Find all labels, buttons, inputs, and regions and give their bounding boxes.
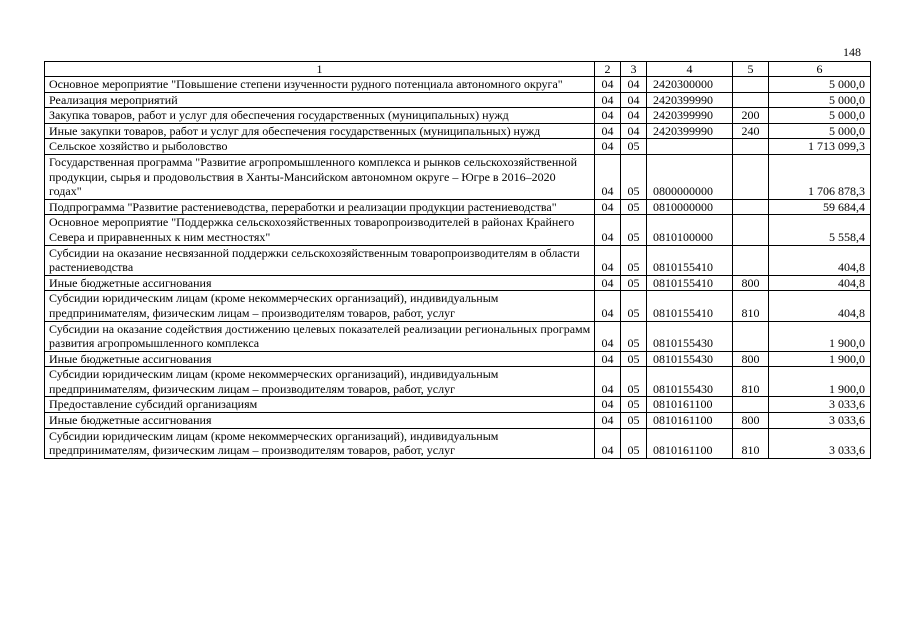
cell-expense-type: 800 xyxy=(733,351,769,367)
cell-amount: 5 558,4 xyxy=(769,215,871,245)
cell-amount: 3 033,6 xyxy=(769,413,871,429)
cell-amount: 404,8 xyxy=(769,245,871,275)
cell-section: 04 xyxy=(595,108,621,124)
cell-amount: 3 033,6 xyxy=(769,428,871,458)
cell-target-code: 2420300000 xyxy=(647,77,733,93)
budget-table xyxy=(44,61,871,459)
cell-target-code: 2420399990 xyxy=(647,108,733,124)
table-row xyxy=(45,108,871,124)
cell-amount: 5 000,0 xyxy=(769,108,871,124)
cell-expense-type xyxy=(733,139,769,155)
cell-target-code: 2420399990 xyxy=(647,123,733,139)
column-header: 1 xyxy=(45,62,595,77)
table-row xyxy=(45,92,871,108)
cell-expense-type xyxy=(733,77,769,93)
column-header: 6 xyxy=(769,62,871,77)
table-row xyxy=(45,215,871,245)
cell-expense-type: 810 xyxy=(733,428,769,458)
column-header: 3 xyxy=(621,62,647,77)
cell-subsection: 05 xyxy=(621,215,647,245)
cell-name: Реализация мероприятий xyxy=(45,92,595,108)
table-row xyxy=(45,413,871,429)
cell-expense-type xyxy=(733,154,769,199)
header-row xyxy=(45,62,871,77)
cell-name: Основное мероприятие "Повышение степени изученности рудного потенциала автономного округа" xyxy=(45,77,595,93)
table-row xyxy=(45,77,871,93)
cell-name: Иные бюджетные ассигнования xyxy=(45,275,595,291)
cell-subsection: 05 xyxy=(621,351,647,367)
table-row xyxy=(45,154,871,199)
cell-name: Иные закупки товаров, работ и услуг для обеспечения государственных (муниципальных) нужд xyxy=(45,123,595,139)
cell-name: Предоставление субсидий организациям xyxy=(45,397,595,413)
cell-subsection: 05 xyxy=(621,275,647,291)
cell-amount: 5 000,0 xyxy=(769,77,871,93)
cell-section: 04 xyxy=(595,154,621,199)
cell-expense-type xyxy=(733,321,769,351)
cell-section: 04 xyxy=(595,428,621,458)
cell-expense-type xyxy=(733,92,769,108)
cell-section: 04 xyxy=(595,215,621,245)
cell-amount: 1 713 099,3 xyxy=(769,139,871,155)
cell-section: 04 xyxy=(595,245,621,275)
cell-target-code xyxy=(647,139,733,155)
column-header: 2 xyxy=(595,62,621,77)
cell-amount: 5 000,0 xyxy=(769,123,871,139)
table-row xyxy=(45,123,871,139)
cell-section: 04 xyxy=(595,351,621,367)
cell-target-code: 0810155430 xyxy=(647,367,733,397)
cell-expense-type xyxy=(733,245,769,275)
table-row xyxy=(45,275,871,291)
cell-subsection: 05 xyxy=(621,139,647,155)
cell-subsection: 05 xyxy=(621,428,647,458)
cell-amount: 1 900,0 xyxy=(769,321,871,351)
cell-target-code: 0810155430 xyxy=(647,351,733,367)
cell-expense-type xyxy=(733,215,769,245)
table-row xyxy=(45,351,871,367)
cell-subsection: 05 xyxy=(621,245,647,275)
cell-target-code: 0810161100 xyxy=(647,428,733,458)
table-row xyxy=(45,291,871,321)
cell-subsection: 05 xyxy=(621,367,647,397)
cell-expense-type: 810 xyxy=(733,367,769,397)
cell-target-code: 0810155430 xyxy=(647,321,733,351)
cell-subsection: 05 xyxy=(621,199,647,215)
table-row xyxy=(45,199,871,215)
cell-name: Субсидии на оказание несвязанной поддержки сельскохозяйственным товаропроизводителям в области растениеводства xyxy=(45,245,595,275)
cell-amount: 1 706 878,3 xyxy=(769,154,871,199)
cell-name: Иные бюджетные ассигнования xyxy=(45,413,595,429)
cell-name: Закупка товаров, работ и услуг для обеспечения государственных (муниципальных) нужд xyxy=(45,108,595,124)
cell-subsection: 05 xyxy=(621,413,647,429)
cell-subsection: 04 xyxy=(621,77,647,93)
cell-amount: 1 900,0 xyxy=(769,367,871,397)
table-row xyxy=(45,367,871,397)
table-row xyxy=(45,139,871,155)
cell-section: 04 xyxy=(595,139,621,155)
cell-amount: 404,8 xyxy=(769,291,871,321)
cell-expense-type: 200 xyxy=(733,108,769,124)
cell-target-code: 0810100000 xyxy=(647,215,733,245)
cell-section: 04 xyxy=(595,321,621,351)
cell-expense-type: 240 xyxy=(733,123,769,139)
cell-name: Субсидии юридическим лицам (кроме некоммерческих организаций), индивидуальным предпринимателям, физическим лицам – производителям товаров, работ, услуг xyxy=(45,291,595,321)
cell-name: Подпрограмма "Развитие растениеводства, переработки и реализации продукции растениеводства" xyxy=(45,199,595,215)
cell-section: 04 xyxy=(595,291,621,321)
cell-name: Государственная программа "Развитие агропромышленного комплекса и рынков сельскохозяйственной продукции, сырья и продовольствия в Ханты-Мансийском автономном округе – Югре в 2016–2020 годах" xyxy=(45,154,595,199)
cell-subsection: 04 xyxy=(621,123,647,139)
column-header: 5 xyxy=(733,62,769,77)
cell-expense-type xyxy=(733,397,769,413)
column-header: 4 xyxy=(647,62,733,77)
cell-subsection: 05 xyxy=(621,397,647,413)
cell-section: 04 xyxy=(595,397,621,413)
cell-section: 04 xyxy=(595,367,621,397)
table-row xyxy=(45,397,871,413)
cell-name: Субсидии юридическим лицам (кроме некоммерческих организаций), индивидуальным предпринимателям, физическим лицам – производителям товаров, работ, услуг xyxy=(45,428,595,458)
cell-target-code: 0810161100 xyxy=(647,397,733,413)
cell-expense-type xyxy=(733,199,769,215)
cell-subsection: 05 xyxy=(621,291,647,321)
table-row xyxy=(45,245,871,275)
cell-target-code: 0810155410 xyxy=(647,275,733,291)
cell-amount: 3 033,6 xyxy=(769,397,871,413)
cell-expense-type: 800 xyxy=(733,413,769,429)
cell-expense-type: 800 xyxy=(733,275,769,291)
cell-expense-type: 810 xyxy=(733,291,769,321)
cell-target-code: 0810161100 xyxy=(647,413,733,429)
cell-name: Основное мероприятие "Поддержка сельскохозяйственных товаропроизводителей в районах Крайнего Севера и приравненных к ним местностях" xyxy=(45,215,595,245)
cell-subsection: 05 xyxy=(621,154,647,199)
cell-name: Субсидии юридическим лицам (кроме некоммерческих организаций), индивидуальным предпринимателям, физическим лицам – производителям товаров, работ, услуг xyxy=(45,367,595,397)
cell-section: 04 xyxy=(595,199,621,215)
cell-target-code: 0810155410 xyxy=(647,291,733,321)
cell-amount: 59 684,4 xyxy=(769,199,871,215)
table-body xyxy=(45,77,871,459)
cell-amount: 404,8 xyxy=(769,275,871,291)
cell-section: 04 xyxy=(595,77,621,93)
table-row xyxy=(45,321,871,351)
cell-subsection: 04 xyxy=(621,108,647,124)
cell-amount: 1 900,0 xyxy=(769,351,871,367)
cell-name: Субсидии на оказание содействия достижению целевых показателей реализации региональных программ развития агропромышленного комплекса xyxy=(45,321,595,351)
cell-section: 04 xyxy=(595,123,621,139)
cell-target-code: 2420399990 xyxy=(647,92,733,108)
table-row xyxy=(45,428,871,458)
cell-amount: 5 000,0 xyxy=(769,92,871,108)
cell-name: Иные бюджетные ассигнования xyxy=(45,351,595,367)
cell-subsection: 05 xyxy=(621,321,647,351)
cell-subsection: 04 xyxy=(621,92,647,108)
cell-target-code: 0800000000 xyxy=(647,154,733,199)
cell-section: 04 xyxy=(595,275,621,291)
cell-target-code: 0810155410 xyxy=(647,245,733,275)
page-number: 148 xyxy=(843,45,861,59)
cell-name: Сельское хозяйство и рыболовство xyxy=(45,139,595,155)
cell-section: 04 xyxy=(595,92,621,108)
cell-target-code: 0810000000 xyxy=(647,199,733,215)
cell-section: 04 xyxy=(595,413,621,429)
